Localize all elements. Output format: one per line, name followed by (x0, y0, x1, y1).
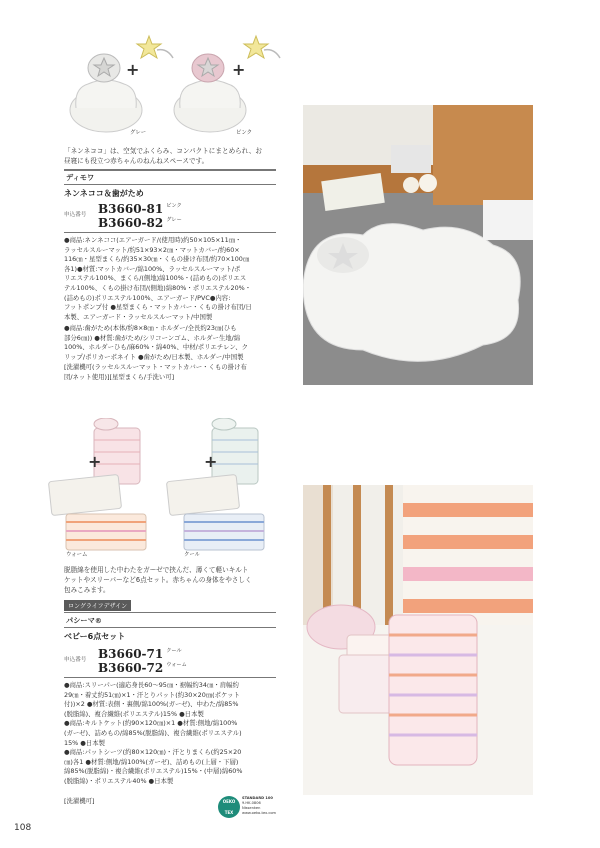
spec-text: ●商品:ネンネココ(エアーガード/(使用時)約50×105×11㎝・ ラッセルスルーマット/約51×93×2㎝・マットカバー/約60× 116㎝・星型まくら/約35×30㎝・くもの掛け布団/約70×100㎝ 各1)●材質:マットカバー/綿100%、ラッセルスルーマット/ポ リエステル100%、まくら/(側地)綿100%・(詰めもの)ポリエス テル100%、くもの掛け布団/(側地)綿80%・ポリエステル20%・ (詰めもの)ポリエステル100%、エアーガード/PVC●内容: フットポンプ付 ●星型まくら・マットカバー・くもの掛け布団/日 本製、エアーガード・ラッセルスルーマット/中国製 (64, 236, 252, 321)
plus-sign: + (88, 452, 102, 471)
brand-name: ディモワ (66, 173, 95, 182)
product-photo-nennecoco (303, 105, 533, 385)
color-label-cool: クール (184, 552, 201, 558)
teether-illustration (242, 32, 282, 66)
care-text: [洗濯機可] (64, 797, 95, 805)
order-number-label: 申込番号 (64, 212, 87, 218)
spec-text: ●商品:スリーパー(適応身長60～95㎝・裾幅約34㎝・肩幅約 29㎝・着丈約51㎝)×1・汗とりパット(約30×20㎝(ポケット 付))×2 ●材質:表側・裏側/綿100%(ガーゼ)、中わた/綿85% (脱脂綿)、複合繊維(ポリエステル)15% ●日本製 ●商品:キルトケット(約90×120㎝)×1 ●材質:側地/綿100% (ガーゼ)、詰めもの/綿85%(脱脂綿)、複合繊維(ポリエステル) 15% ●日本製 ●商品:パットシーツ(約80×120㎝)・汗とりまくら(約25×20 ㎝)各1 ●材質:側地/綿100%(ガーゼ)、詰めもの(上層・下層) 綿85%(脱脂綿)・複合繊維(ポリエステル)15%・(中層)綿60% (脱脂綿)・ポリエステル40% ●日本製 (64, 681, 243, 785)
oeko-tex-logo: OEKO TEX (218, 796, 240, 818)
oeko-tex-info: STANDARD 100 9.HK.0806 Nissenken www.oeko-tex.com (242, 796, 277, 815)
product-code-1: B3660-71 クール (98, 647, 182, 661)
divider (64, 169, 276, 171)
divider (64, 627, 276, 628)
color-label-warm: ウォーム (66, 552, 88, 558)
divider (64, 232, 276, 233)
divider (64, 612, 276, 613)
product-name: ネンネココ＆歯がため (64, 189, 144, 198)
spec-text-teether: ●商品:歯がため(本体/約8×8㎝・ホルダー/全長約23㎝(ひも 部分6㎝)) ●材質:歯がため/シリコーンゴム、ホルダー生地/綿 100%、ホルダーひも/麻60%・綿40%、中材/ポリエチレン、ク リップ/ポリカーボネイト ●歯がため/日本製、ホルダー/中国製 (64, 324, 249, 361)
teether-illustration (135, 32, 175, 66)
product-name: ベビー6点セット (64, 632, 126, 641)
plus-sign: + (232, 60, 246, 79)
product-illustration-cool (166, 418, 276, 558)
long-life-design-tag: ロングライフデザイン (64, 600, 131, 611)
product-code-2: B3660-82 グレー (98, 216, 182, 230)
color-label-gray: グレー (130, 130, 147, 136)
divider (64, 184, 276, 185)
intro-text: 脱脂綿を使用した中わたをガーゼで挟んだ、薄くて軽いキルト ケットやスリーパーなど6点セット。赤ちゃんの身体をやさしく 包みこみます。 (64, 566, 252, 595)
product-photo-baby-set (303, 485, 533, 795)
plus-sign: + (126, 60, 140, 79)
brand-name: パシーマ® (66, 616, 102, 625)
color-label-pink: ピンク (236, 130, 253, 136)
plus-sign: + (204, 452, 218, 471)
product-code-2: B3660-72 ウォーム (98, 661, 187, 675)
page-number: 108 (14, 823, 32, 833)
care-text: [洗濯機可(ラッセルスルーマット・マットカバー・くもの掛け布 団/ネット使用)][星型まくら/手洗い可] (64, 363, 247, 381)
intro-text: 「ネンネココ」は、空気でふくらみ、コンパクトにまとめられ、お 昼寝にも役立つ赤ちゃんのねんねスペースです。 (64, 147, 262, 166)
order-number-label: 申込番号 (64, 657, 87, 663)
product-code-1: B3660-81 ピンク (98, 202, 182, 216)
divider (64, 677, 276, 678)
product-illustration-warm (48, 418, 158, 558)
